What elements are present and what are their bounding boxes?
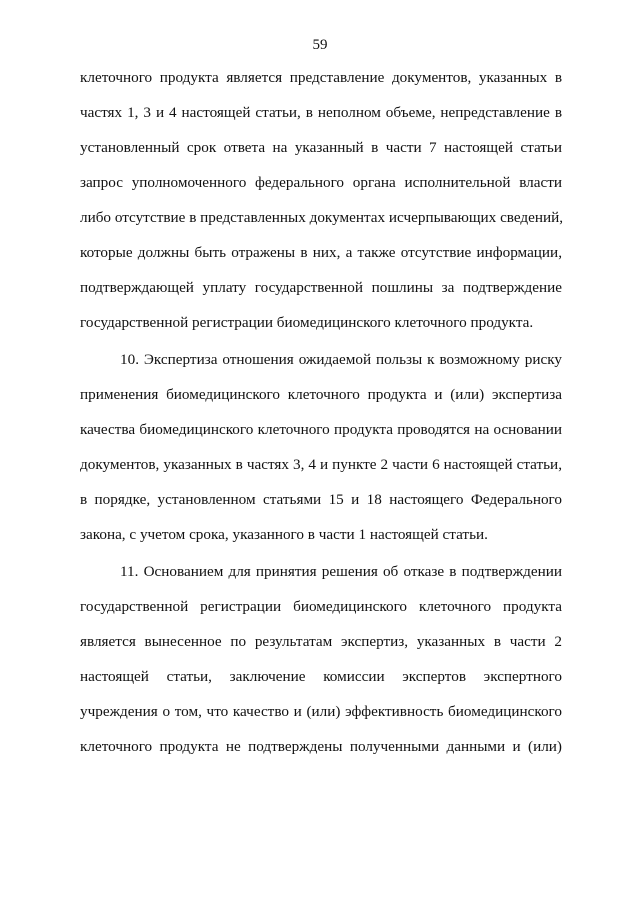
- text-line: документов, указанных в частях 3, 4 и пункте 2 части 6 настоящей статьи,: [80, 456, 562, 473]
- paragraph-11: [80, 560, 562, 770]
- text-line: государственной регистрации биомедицинского клеточного продукта: [80, 598, 562, 615]
- text-line: применения биомедицинского клеточного продукта и (или) экспертиза: [80, 386, 562, 403]
- text-line: является вынесенное по результатам экспертиз, указанных в части 2: [80, 633, 562, 650]
- document-body: [80, 66, 562, 770]
- text-line: в порядке, установленном статьями 15 и 18 настоящего Федерального: [80, 491, 562, 508]
- text-line: которые должны быть отражены в них, а также отсутствие информации,: [80, 244, 562, 261]
- text-line: 10. Экспертиза отношения ожидаемой пользы к возможному риску: [120, 351, 562, 368]
- text-line: 11. Основанием для принятия решения об отказе в подтверждении: [120, 563, 562, 580]
- paragraph-10: [80, 348, 562, 558]
- text-line: запрос уполномоченного федерального органа исполнительной власти: [80, 174, 562, 191]
- paragraph-continuation: [80, 66, 562, 346]
- text-line: частях 1, 3 и 4 настоящей статьи, в неполном объеме, непредставление в: [80, 104, 562, 121]
- text-line: клеточного продукта не подтверждены полученными данными и (или): [80, 738, 562, 755]
- text-line: клеточного продукта является представление документов, указанных в: [80, 69, 562, 86]
- text-line: либо отсутствие в представленных документах исчерпывающих сведений,: [80, 209, 564, 226]
- text-line: качества биомедицинского клеточного продукта проводятся на основании: [80, 421, 562, 438]
- text-line: настоящей статьи, заключение комиссии экспертов экспертного: [80, 668, 562, 685]
- text-line: подтверждающей уплату государственной пошлины за подтверждение: [80, 279, 562, 296]
- text-line: учреждения о том, что качество и (или) эффективность биомедицинского: [80, 703, 562, 720]
- text-line: закона, с учетом срока, указанного в части 1 настоящей статьи.: [80, 526, 488, 543]
- text-line: установленный срок ответа на указанный в части 7 настоящей статьи: [80, 139, 562, 156]
- page-number: 59: [312, 37, 328, 53]
- text-line: государственной регистрации биомедицинского клеточного продукта.: [80, 314, 534, 331]
